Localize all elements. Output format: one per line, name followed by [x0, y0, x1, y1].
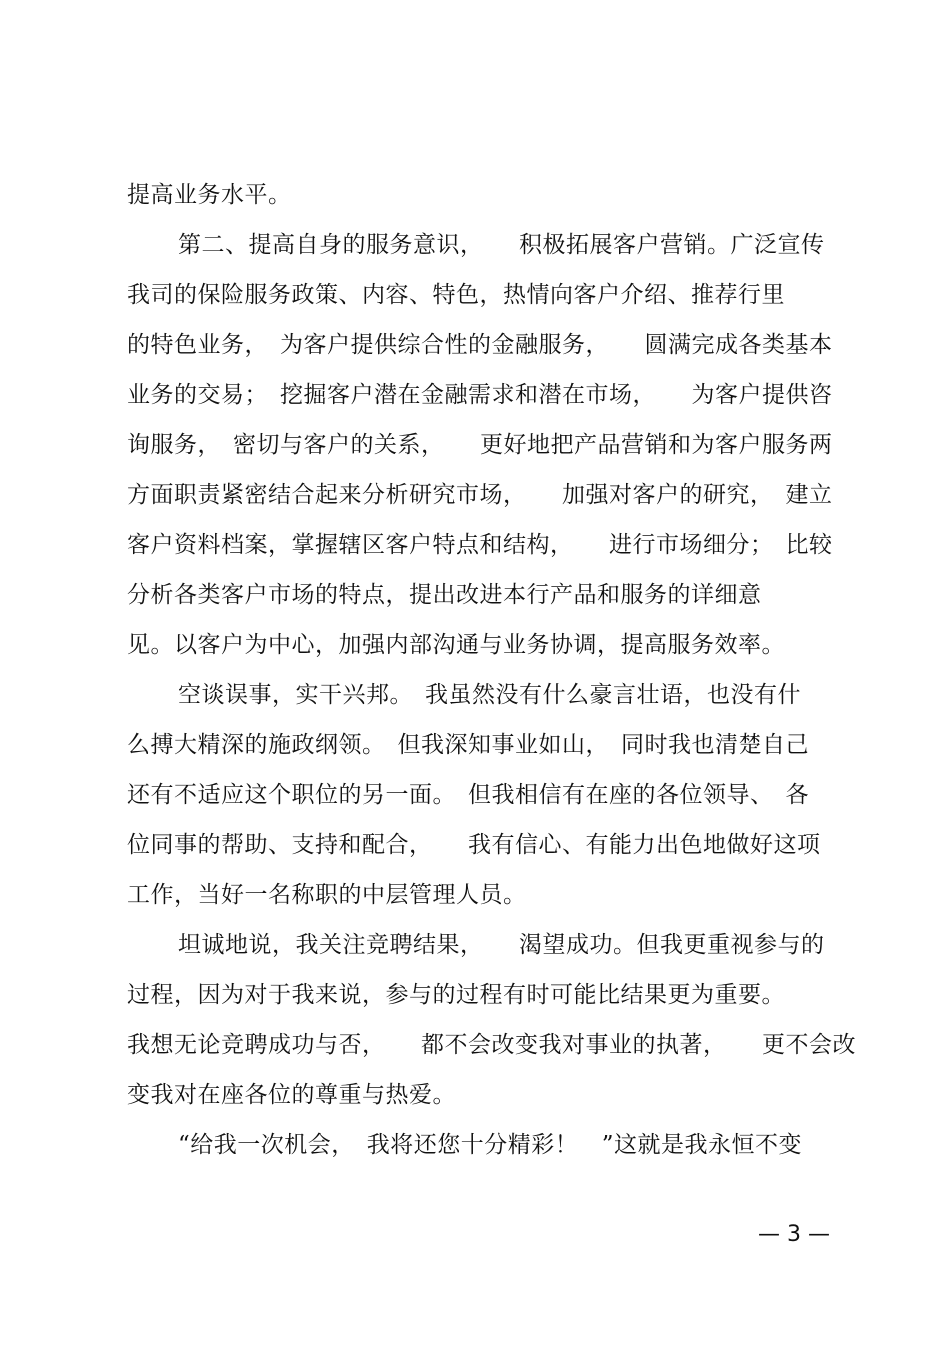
text-line: 业务的交易； 挖掘客户潜在金融需求和潜在市场， 为客户提供咨 — [127, 382, 833, 408]
text-line: 我想无论竞聘成功与否， 都不会改变我对事业的执著， 更不会改 — [127, 1032, 856, 1058]
text-line: 方面职责紧密结合起来分析研究市场， 加强对客户的研究， 建立 — [127, 482, 833, 508]
text-line: 的特色业务， 为客户提供综合性的金融服务， 圆满完成各类基本 — [127, 332, 833, 358]
page-number: — 3 — — [758, 1222, 830, 1247]
text-line: 工作，当好一名称职的中层管理人员。 — [127, 882, 527, 908]
text-line: 还有不适应这个职位的另一面。 但我相信有在座的各位领导、 各 — [127, 782, 809, 808]
text-line: 客户资料档案，掌握辖区客户特点和结构， 进行市场细分； 比较 — [127, 532, 833, 558]
text-line: “给我一次机会， 我将还您十分精彩！ ”这就是我永恒不变 — [178, 1132, 803, 1158]
text-line: 询服务， 密切与客户的关系， 更好地把产品营销和为客户服务两 — [127, 432, 833, 458]
text-line: 提高业务水平。 — [127, 182, 292, 208]
text-line: 分析各类客户市场的特点，提出改进本行产品和服务的详细意 — [127, 582, 762, 608]
text-line: 变我对在座各位的尊重与热爱。 — [127, 1082, 456, 1108]
text-line: 第二、提高自身的服务意识， 积极拓展客户营销。广泛宣传 — [178, 232, 825, 258]
text-line: 过程，因为对于我来说，参与的过程有时可能比结果更为重要。 — [127, 982, 785, 1008]
text-line: 坦诚地说，我关注竞聘结果， 渴望成功。但我更重视参与的 — [178, 932, 825, 958]
text-line: 位同事的帮助、支持和配合， 我有信心、有能力出色地做好这项 — [127, 832, 821, 858]
text-line: 见。以客户为中心，加强内部沟通与业务协调，提高服务效率。 — [127, 632, 785, 658]
text-line: 么搏大精深的施政纲领。 但我深知事业如山， 同时我也清楚自己 — [127, 732, 809, 758]
text-line: 我司的保险服务政策、内容、特色，热情向客户介绍、推荐行里 — [127, 282, 785, 308]
text-line: 空谈误事，实干兴邦。 我虽然没有什么豪言壮语，也没有什 — [178, 682, 801, 708]
